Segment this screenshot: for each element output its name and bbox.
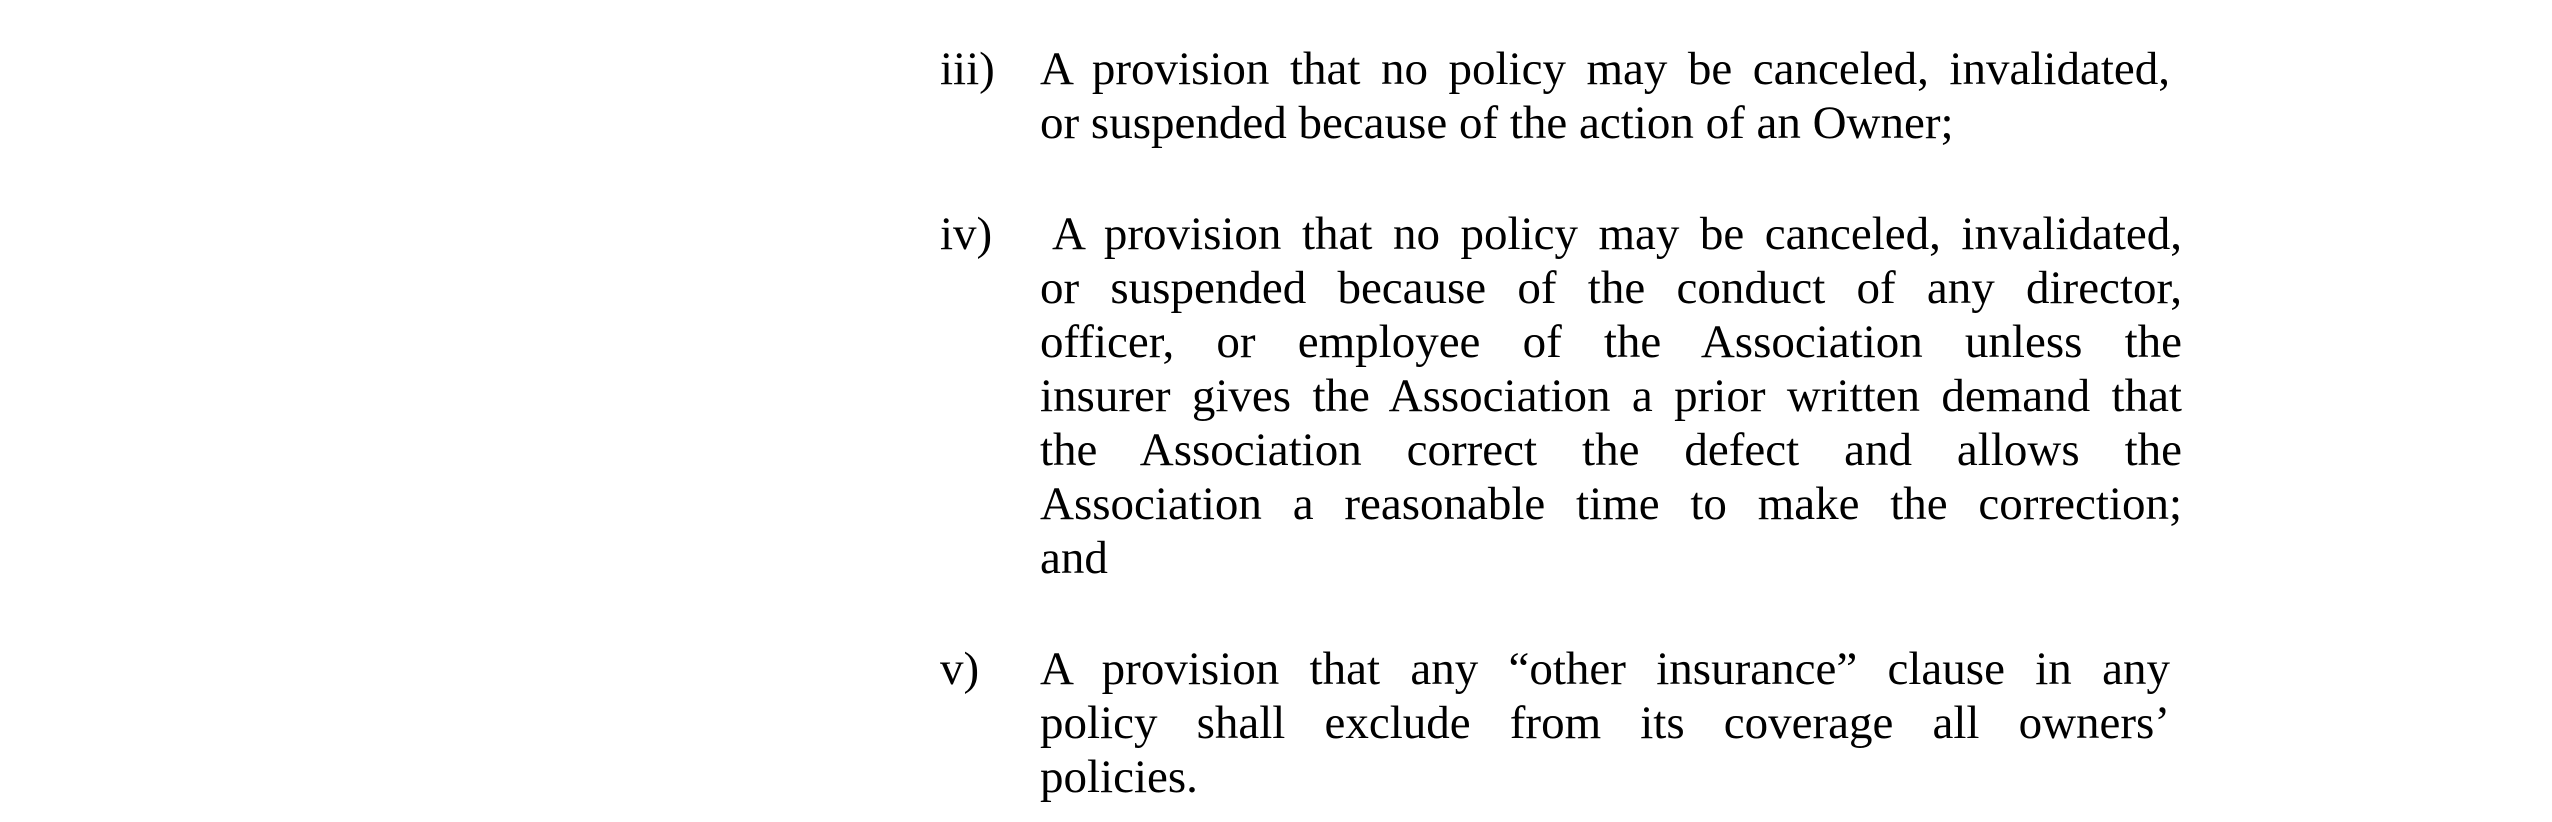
item-text-line: policies. (1040, 751, 1198, 803)
item-text-line: A provision that no policy may be canceled, invalidated, (1052, 208, 2182, 260)
item-text-line: officer, or employee of the Association unless the (1040, 316, 2182, 368)
item-text-line: A provision that any “other insurance” clause in any (1040, 643, 2170, 695)
item-text-line: Association a reasonable time to make the correction; (1040, 478, 2182, 530)
item-text-line: or suspended because of the action of an Owner; (1040, 97, 1954, 149)
item-text-line: policy shall exclude from its coverage all owners’ (1040, 697, 2170, 749)
item-text-line: or suspended because of the conduct of any director, (1040, 262, 2182, 314)
item-number: v) (940, 643, 980, 695)
item-text (1040, 207, 2182, 585)
item-text (1040, 642, 2170, 804)
item-text-line: insurer gives the Association a prior written demand that (1040, 370, 2182, 422)
item-text-line: A provision that no policy may be canceled, invalidated, (1040, 43, 2170, 95)
item-text-line: the Association correct the defect and allows the (1040, 424, 2182, 476)
item-text (1040, 42, 2170, 150)
item-text-line: and (1040, 532, 1108, 584)
item-number: iii) (940, 43, 995, 95)
item-number: iv) (940, 208, 993, 260)
